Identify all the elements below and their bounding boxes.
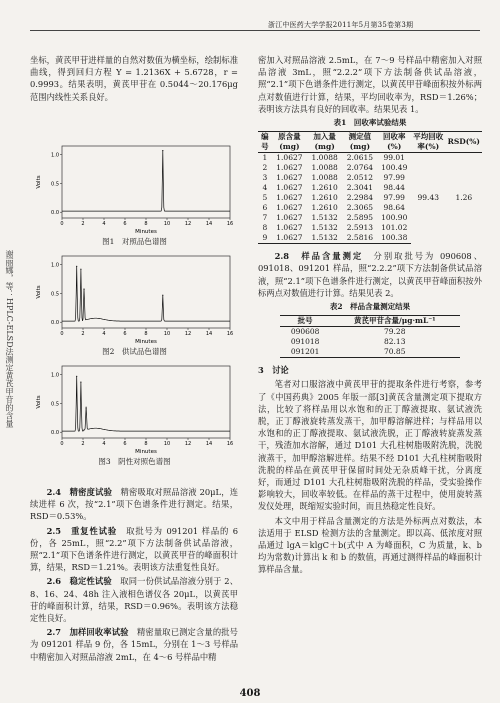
section-2-4-text: 精密吸取对照品溶液 20μL，连续进样 6 次，按“2.1”项下色谱条件进行测定。结果，RSD＝0.53%。 <box>30 487 238 522</box>
table-cell: 1.2610 <box>311 193 338 203</box>
table-cell: 8 <box>262 223 268 233</box>
table-cell: 82.13 <box>384 337 406 347</box>
table-cell: 100.49 <box>381 163 408 173</box>
figure-3-caption: 图3 阴性对照色谱图 <box>98 457 171 466</box>
discussion-paragraph-2: 本文中用于样品含量测定的方法是外标两点对数法，本法适用于 ELSD 检测方法的含量测定。即以高、低浓度对照品通过 lgA＝klgC＋b(式中 A 为峰面积，C 为质量，k、b 均为常数)计算出 k 和 b 的数值，再通过测得样品的峰面积计算样品含量。 <box>258 515 482 575</box>
figure-1 <box>32 140 237 247</box>
x-axis-label: Minutes <box>135 449 157 455</box>
table-cell: 101.02 <box>381 223 408 233</box>
x-tick-label: 4 <box>102 331 106 337</box>
table-cell: 091201 <box>280 347 329 358</box>
chromatogram-trace <box>62 151 230 212</box>
page-number: 408 <box>239 688 261 699</box>
table-1 <box>258 131 482 244</box>
x-tick-label: 0 <box>60 331 64 337</box>
x-tick-label: 12 <box>184 441 192 447</box>
x-tick-label: 14 <box>205 331 213 337</box>
figure-3-chart <box>32 360 237 455</box>
table-row <box>280 327 459 338</box>
section-2-6 <box>30 575 238 624</box>
x-tick-label: 12 <box>184 221 192 227</box>
x-tick-label: 10 <box>163 221 171 227</box>
figure-1-chart <box>32 140 237 235</box>
table-cell: 2.0512 <box>346 173 374 183</box>
x-axis-label: Minutes <box>135 339 157 345</box>
table-2-header-0: 批号 <box>280 316 329 327</box>
left-bottom-text <box>30 486 238 665</box>
section-2-4-title: 2.4 精密度试验 <box>46 487 113 497</box>
y-tick-label: 0.0 <box>51 430 59 437</box>
x-tick-label: 2 <box>81 441 85 447</box>
table-cell: 1.0088 <box>311 173 338 183</box>
table-cell: 090608 <box>290 327 320 337</box>
x-tick-label: 8 <box>144 221 148 227</box>
section-2-4 <box>30 486 238 523</box>
y-tick-label: 1.0 <box>51 152 59 159</box>
x-tick-label: 10 <box>163 331 171 337</box>
table-cell: 99.43 <box>417 193 439 203</box>
table-cell: 98.64 <box>383 203 405 213</box>
left-top-paragraph: 坐标，黄芪甲苷进样量的自然对数值为横坐标，绘制标准曲线，得到回归方程 Y = 1.2136X + 5.6728，r = 0.9993。结果表明，黄芪甲苷在 0.5044～20.176μg 范围内线性关系良好。 <box>30 55 238 102</box>
x-tick-label: 0 <box>60 441 64 447</box>
x-tick-label: 6 <box>123 221 127 227</box>
table-cell: 2.3041 <box>346 183 374 193</box>
table-cell: 6 <box>262 203 268 213</box>
table-2-caption: 表2 样品含量测定结果 <box>329 302 411 312</box>
table-cell: 7 <box>262 213 268 223</box>
x-tick-label: 12 <box>184 331 192 337</box>
figure-2-caption: 图2 供试品色谱图 <box>102 347 167 356</box>
section-2-7 <box>30 626 238 663</box>
table-cell: 5 <box>262 193 268 203</box>
plot-frame <box>62 146 230 218</box>
peak-apex <box>162 295 163 296</box>
journal-header: 浙江中医药大学学报2011年5月第35卷第3期 <box>268 21 414 29</box>
x-tick-label: 8 <box>144 331 148 337</box>
table-cell: 1.0627 <box>276 203 303 213</box>
table-cell: 2.2984 <box>346 193 374 203</box>
x-tick-label: 10 <box>163 441 171 447</box>
table-cell: 2 <box>262 163 268 173</box>
peak-apex <box>80 269 81 270</box>
table-cell: 70.85 <box>330 347 460 358</box>
table-cell: 1.0627 <box>276 223 303 233</box>
section-2-7-title: 2.7 加样回收率试验 <box>46 627 129 638</box>
right-column <box>258 54 482 578</box>
table-cell: 1.26 <box>455 193 473 203</box>
y-tick-label: 0.5 <box>51 401 59 408</box>
table-cell: 2.0764 <box>346 163 374 173</box>
table-1-header-3: 测定值(mg) <box>342 132 377 153</box>
y-tick-label: 1.0 <box>51 372 59 379</box>
x-tick-label: 16 <box>226 441 234 447</box>
table-cell: 100.90 <box>381 213 408 223</box>
peak-apex <box>80 382 81 383</box>
table-cell: 1.0088 <box>311 153 338 163</box>
table-cell: 1.5132 <box>311 213 338 223</box>
section-2-8-title: 2.8 样品含量测定 <box>274 251 364 262</box>
discussion-paragraph-1: 笔者对口服溶液中黄芪甲苷的提取条件进行考察，参考了《中国药典》2005 年版一部[3]黄芪含量测定项下提取方法，比较了将样品用以水饱和的正丁醇液提取、氨试液洗脱，正丁醇液旋转蒸发蒸干，加甲醇溶解进样；与样品用以水饱和的正丁醇液提取、氨试液洗脱，正丁醇液转旋蒸发蒸干，残渣加水溶解，通过 D101 大孔柱树脂吸附洗脱，洗脱液蒸干，加甲醇溶解进样。结果不经 D101 大孔柱树脂吸附洗脱的样品在黄芪甲苷保留时间处无杂质峰干扰，分离度好，而通过 D101 大孔柱树脂吸附洗脱的样品，受实验操作影响较大，回收率较低。在样品的蒸干过程中，使用旋转蒸发仪处理，既缩短实验时间，而且热稳定性良好。 <box>258 379 482 512</box>
table-2 <box>280 315 459 358</box>
x-tick-label: 14 <box>205 221 213 227</box>
table-cell: 1.5132 <box>311 223 338 233</box>
peak-apex <box>86 407 87 408</box>
table-cell: 091018 <box>290 337 320 347</box>
table-cell: 2.3065 <box>346 203 374 213</box>
table-cell: 100.38 <box>378 233 411 244</box>
peak-apex <box>76 266 77 267</box>
table-cell: 1.0627 <box>276 173 303 183</box>
section-2-6-title: 2.6 稳定性试验 <box>46 576 112 587</box>
table-cell: 97.99 <box>383 193 405 203</box>
table-cell: 1.0627 <box>276 153 303 163</box>
table-2-header-1: 黄芪甲苷含量/μg·mL⁻¹ <box>330 316 460 327</box>
table-cell: 79.28 <box>384 327 406 337</box>
right-top-paragraph: 密加入对照品溶液 2.5mL，在 7～9 号样品中精密加入对照品溶液 3mL，照“2.2.2”项下方法制备供试品溶液，照“2.1”项下色谱条件进行测定，以黄芪甲苷峰面积按外标两点对数值进行计算，结果，平均回收率为，RSD＝1.26%；表明该方法具有良好的回收率。结果见表 1。 <box>258 55 482 114</box>
table-cell: 3 <box>262 173 268 183</box>
y-tick-label: 0.0 <box>51 210 59 217</box>
table-row <box>280 337 459 347</box>
x-tick-label: 6 <box>123 441 127 447</box>
plot-frame <box>62 256 230 328</box>
peak-apex <box>162 150 163 151</box>
section-2-6-text: 取同一份供试品溶液分别于 2、8、16、24、48h 注入液相色谱仪各 20μL，以黄芪甲苷的峰面积计算，结果，RSD＝0.96%。表明该方法稳定性良好。 <box>30 576 238 624</box>
table-cell: 1.0088 <box>311 163 338 173</box>
x-axis-label: Minutes <box>135 229 157 235</box>
chromatogram-trace <box>62 266 230 321</box>
peak-apex <box>83 289 84 290</box>
section-2-8 <box>258 250 482 299</box>
side-caption: 谢丽娜，等：HPLC-ELSD法测定黄芪甲苷的含量 <box>5 250 14 428</box>
y-tick-label: 1.0 <box>51 262 59 269</box>
x-tick-label: 4 <box>102 441 106 447</box>
table-row <box>258 153 482 164</box>
chromatogram-trace <box>62 376 230 431</box>
x-tick-label: 6 <box>123 331 127 337</box>
table-1-header-0: 编号 <box>258 132 272 153</box>
table-row <box>280 347 459 358</box>
table-cell: 1.2610 <box>311 183 338 193</box>
figure-3 <box>32 360 237 467</box>
table-cell: 1.2610 <box>311 203 338 213</box>
table-cell: 1.0627 <box>276 193 303 203</box>
table-1-header-4: 回收率(%) <box>378 132 411 153</box>
left-top-text <box>30 54 238 105</box>
table-cell: 1 <box>262 153 268 163</box>
figure-1-caption: 图1 对照品色谱图 <box>102 237 167 246</box>
header-rule <box>30 30 480 31</box>
table-cell: 98.44 <box>383 183 405 193</box>
table-1-header-5: 平均回收率(%) <box>411 132 446 153</box>
section-2-7-text: 精密量取已测定含量的批号为 091201 样品 9 份，各 15mL，分别在 1～3 号样品中精密加入对照品溶液 2mL，在 4～6 号样品中精 <box>30 627 238 662</box>
table-cell: 9 <box>258 233 272 244</box>
x-tick-label: 0 <box>60 221 64 227</box>
x-tick-label: 16 <box>226 221 234 227</box>
table-cell: 1.0627 <box>276 183 303 193</box>
table-cell: 1.0627 <box>276 213 303 223</box>
table-cell: 1.0627 <box>276 163 303 173</box>
x-tick-label: 4 <box>102 221 106 227</box>
figure-2 <box>32 250 237 357</box>
section-2-8-text: 分别取批号为 090608、091018、091201 样品，照“2.2.2”项下方法制备供试品溶液，照“2.1”项下色谱条件进行测定，以黄芪甲苷峰面积按外标两点对数值进行计算。结果见表 2。 <box>258 251 482 298</box>
x-tick-label: 16 <box>226 331 234 337</box>
table-cell: 97.99 <box>383 173 405 183</box>
table-1-header-2: 加入量(mg) <box>307 132 342 153</box>
x-tick-label: 8 <box>144 441 148 447</box>
table-1-header-1: 原含量(mg) <box>272 132 307 153</box>
table-cell: 1.5132 <box>307 233 342 244</box>
y-axis-label: Volts <box>36 395 42 409</box>
table-cell: 99.01 <box>383 153 405 163</box>
figure-2-chart <box>32 250 237 345</box>
section-2-5-title: 2.5 重复性试验 <box>46 525 118 536</box>
table-1-caption: 表1 回收率试验结果 <box>333 118 407 128</box>
section-2-5-text: 取批号为 091201 样品的 6 份，各 25mL，照“2.2”项下方法制备供试品溶液，照“2.1”项下色谱条件进行测定，以黄芪甲苷的峰面积计算，结果，RSD＝1.21%。表明该方法重复性良好。 <box>30 525 238 573</box>
y-axis-label: Volts <box>36 285 42 299</box>
section-3-title: 3 讨论 <box>258 365 289 376</box>
table-cell: 2.5895 <box>346 213 374 223</box>
table-cell: 2.5913 <box>346 223 374 233</box>
x-tick-label: 14 <box>205 441 213 447</box>
table-cell: 4 <box>262 183 268 193</box>
y-tick-label: 0.5 <box>51 181 59 188</box>
y-axis-label: Volts <box>36 175 42 189</box>
section-2-5 <box>30 525 238 574</box>
y-tick-label: 0.5 <box>51 291 59 298</box>
table-cell: 2.5816 <box>342 233 377 244</box>
x-tick-label: 2 <box>81 331 85 337</box>
peak-apex <box>76 376 77 377</box>
table-cell: 1.0627 <box>272 233 307 244</box>
x-tick-label: 2 <box>81 221 85 227</box>
table-cell: 2.0615 <box>346 153 374 163</box>
y-tick-label: 0.0 <box>51 320 59 327</box>
table-1-header-6: RSD(%) <box>446 132 482 153</box>
